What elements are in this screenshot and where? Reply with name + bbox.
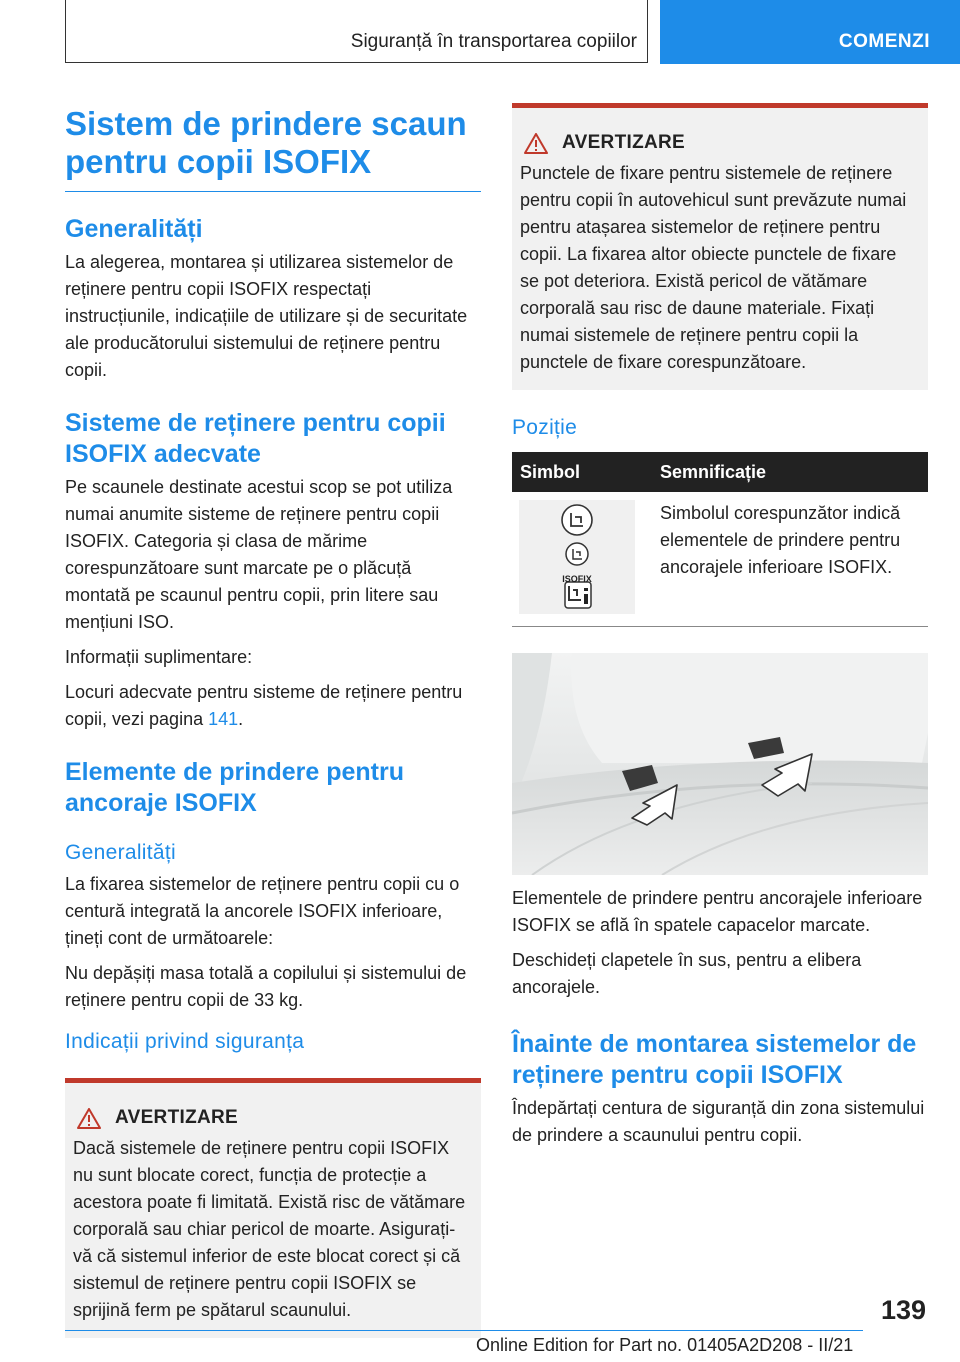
footer-divider	[65, 1330, 863, 1331]
column-header-meaning: Semnificație	[652, 452, 928, 492]
warning-box	[512, 103, 928, 390]
warning-title	[520, 132, 920, 154]
tab-label: COMENZI	[838, 31, 930, 52]
rear-seat-illustration	[512, 653, 928, 875]
section-title: Siguranță în transportarea copiilor	[350, 31, 637, 52]
table-row	[512, 492, 928, 627]
page-title: Sistem de prindere scaun pentru copii ISOFIX	[65, 100, 481, 192]
anchors-text: La fixarea sistemelor de reținere pentru copii cu o centură integrată la ancorele ISOFIX inferioare, țineți cont de următoarele:	[65, 874, 460, 948]
isofix-symbols	[519, 500, 635, 614]
before-heading: Înainte de montarea sistemelor de reținere pentru copii ISOFIX	[512, 1030, 917, 1089]
section-header	[65, 0, 648, 63]
before-text: Îndepărtați centura de siguranță din zona sistemului de prindere a scaunului pentru copii.	[512, 1098, 925, 1145]
open-text: Deschideți clapetele în sus, pentru a elibera ancorajele.	[512, 950, 862, 997]
symbol-table	[512, 452, 928, 627]
right-column	[512, 103, 928, 1157]
extra-info-label: Informații suplimentare:	[65, 647, 253, 667]
warning-box	[65, 1078, 481, 1338]
left-column	[65, 100, 481, 1338]
page-number: 139	[881, 1295, 927, 1325]
general-heading: Generalități	[65, 215, 203, 243]
mass-text: Nu depășiți masa totală a copilului și sistemului de reținere pentru copii de 33 kg.	[65, 963, 467, 1010]
warning-title-text: AVERTIZARE	[115, 1107, 238, 1128]
suitable-heading: Sisteme de reținere pentru copii ISOFIX adecvate	[65, 409, 446, 468]
photo-caption: Elementele de prindere pentru ancorajele inferioare ISOFIX se află în spatele capacelor marcate.	[512, 888, 923, 935]
seats-text	[65, 679, 481, 733]
warning-text: Dacă sistemele de reținere pentru copii ISOFIX nu sunt blocate corect, funcția de protecție a acestora poate fi limitată. Există risc de vătămare corporală sau chiar pericol de moarte. Asigurați-vă că sistemul inferior de este blocat corect și că sistemul de reținere pentru copii ISOFIX se sprijină ferm pe spătarul scaunului.	[73, 1138, 466, 1320]
suitable-text: Pe scaunele destinate acestui scop se pot utiliza numai anumite sisteme de reținere pentru copii ISOFIX. Categoria și clasa de mărime corespunzătoare sunt marcate pe o plăcuță montată pe scaunul pentru copii, prin litere sau mențiuni ISO.	[65, 477, 453, 632]
anchors-general-heading: Generalități	[65, 841, 176, 864]
isofix-seat-icon	[519, 500, 635, 614]
column-header-symbol: Simbol	[512, 452, 652, 492]
isofix-anchor-photo	[512, 653, 928, 875]
footer-edition: Online Edition for Part no. 01405A2D208 - II/21	[476, 1335, 854, 1355]
isofix-label: ISOFIX	[562, 574, 592, 584]
safety-heading: Indicații privind siguranța	[65, 1030, 305, 1053]
seats-end: .	[238, 709, 244, 729]
position-heading: Poziție	[512, 416, 578, 439]
page-link[interactable]: 141	[208, 709, 239, 729]
general-text: La alegerea, montarea și utilizarea sistemelor de reținere pentru copii ISOFIX respectați instrucțiunile, indicațiile de utilizare și de securitate ale producătorului sistemului de reținere pentru copii.	[65, 252, 468, 380]
seats-reference: Locuri adecvate pentru sisteme de reținere pentru copii, vezi pagina	[65, 682, 463, 729]
anchors-heading: Elemente de prindere pentru ancoraje ISOFIX	[65, 758, 404, 817]
warning-triangle-icon	[77, 1108, 101, 1129]
symbol-cell	[512, 492, 652, 627]
warning-title	[73, 1107, 473, 1129]
meaning-cell: Simbolul corespunzător indică elementele de prindere pentru ancorajele inferioare ISOFIX.	[652, 492, 928, 627]
warning-triangle-icon	[524, 133, 548, 154]
tab-comenzi[interactable]	[660, 0, 960, 64]
warning-text: Punctele de fixare pentru sistemele de reținere pentru copii în autovehicul sunt prevăzute numai pentru atașarea sistemelor de reținere pentru copii. La fixarea altor obiecte punctele de fixare se pot deteriora. Există pericol de vătămare corporală sau risc de daune materiale. Fixați numai sistemele de reținere pentru copii la punctele de fixare corespunzătoare.	[520, 163, 907, 372]
warning-title-text: AVERTIZARE	[562, 132, 685, 153]
